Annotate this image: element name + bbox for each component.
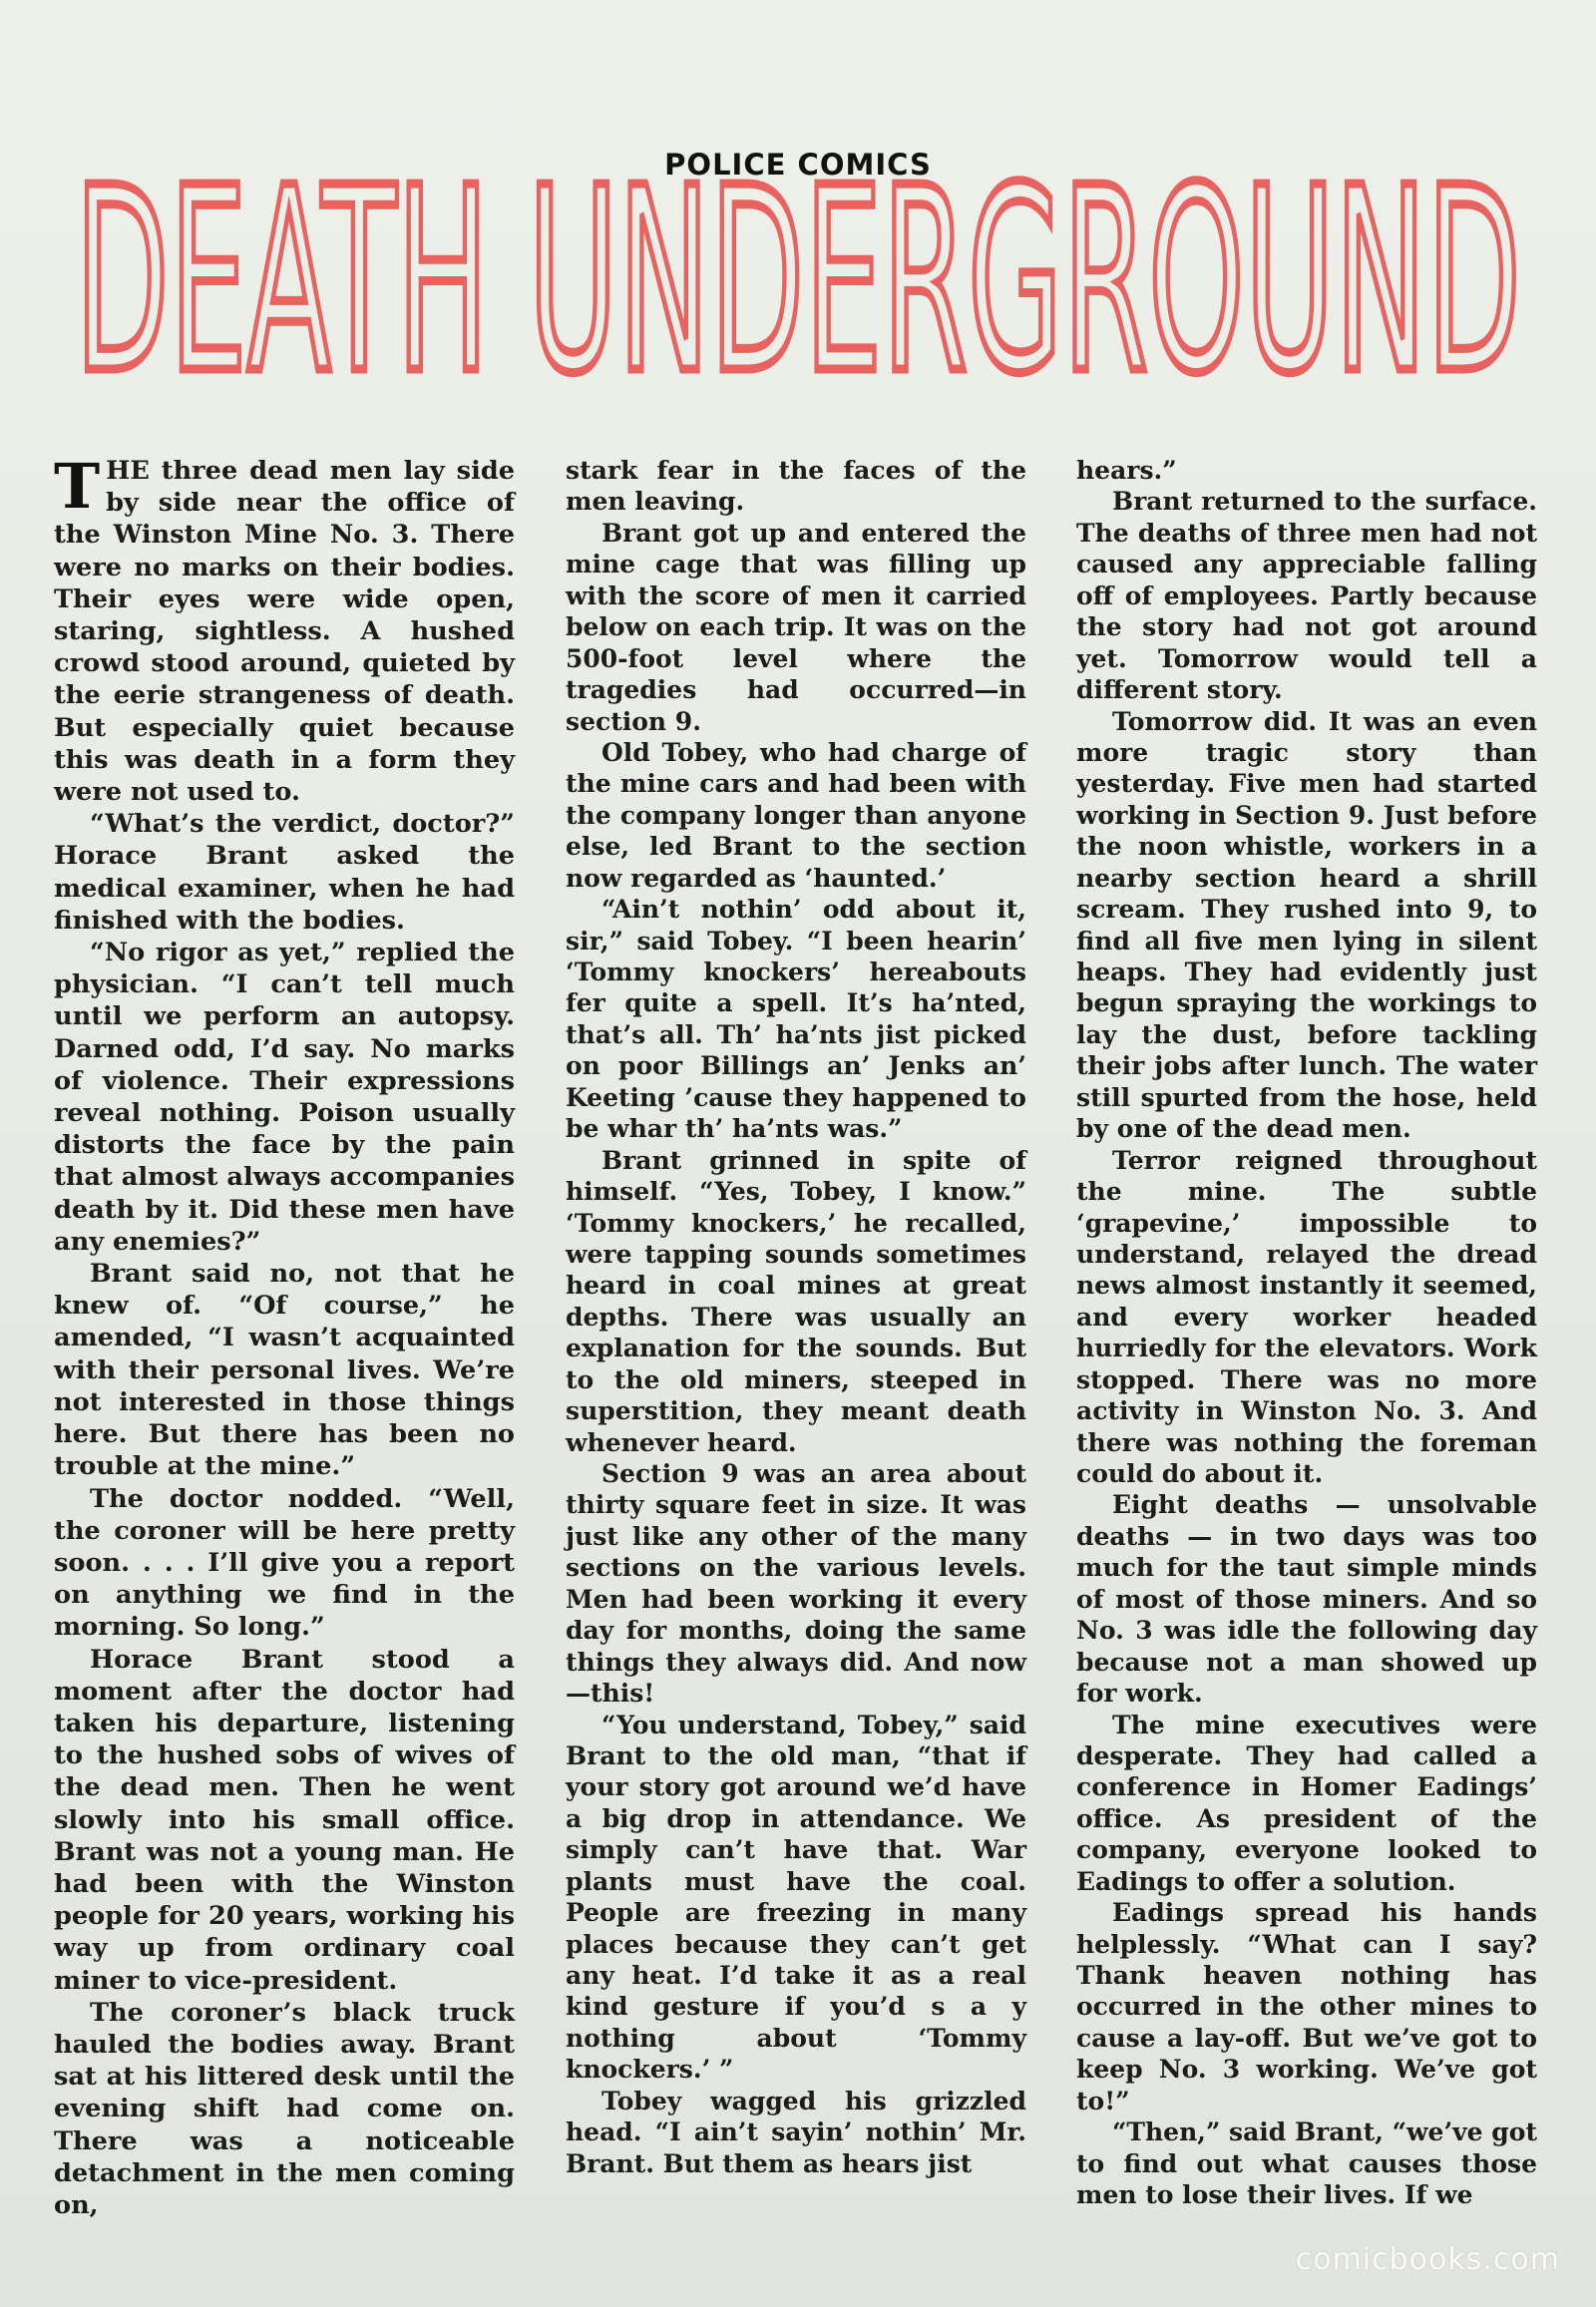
watermark: comicbooks.com <box>1295 2242 1560 2277</box>
paragraph: “What’s the verdict, doctor?” Horace Brant asked the medical examiner, when he had finished with the bodies. <box>54 809 515 936</box>
paragraph: hears.” <box>1076 456 1177 485</box>
text-column-3 <box>1076 455 1537 2211</box>
paragraph: “You understand, Tobey,” said Brant to the old man, “that if your story got around we’d have a big drop in attendance. We simply can’t have that. War plants must have the coal. People are freezing in many places because they can’t get any heat. I’d take it as a real kind gesture if you’d s a y nothing about ‘Tommy knockers.’ ” <box>566 1710 1026 2085</box>
paragraph: Brant said no, not that he knew of. “Of course,” he amended, “I wasn’t acquainted with their personal lives. We’re not interested in those things here. But there has been no trouble at the mine.” <box>54 1259 515 1482</box>
story-title-text: DEATH UNDERGROUND <box>75 172 1521 386</box>
text-column-1 <box>54 450 515 2221</box>
paragraph: Old Tobey, who had charge of the mine cars and had been with the company longer than anyone else, led Brant to the section now regarded as ‘haunted.’ <box>566 737 1026 893</box>
paragraph: “No rigor as yet,” replied the physician. “I can’t tell much until we perform an autopsy. Darned odd, I’d say. No marks of violence. Their expressions reveal nothing. Poison usually distorts the face by the pain that almost always accompanies death by it. Did these men have any enemies?” <box>54 938 515 1257</box>
story-title <box>70 172 1526 386</box>
paragraph: Horace Brant stood a moment after the doctor had taken his departure, listening to the hushed sobs of wives of the dead men. Then he went slowly into his small office. Brant was not a young man. He had been with the Winston people for 20 years, working his way up from ordinary coal miner to vice-president. <box>54 1644 515 1996</box>
drop-cap: T <box>54 450 101 523</box>
paragraph: Eight deaths — unsolvable deaths — in two days was too much for the taut simple minds of most of those miners. And so No. 3 was idle the following day because not a man showed up for work. <box>1076 1490 1537 1709</box>
paragraph: THE three dead men lay side by side near the office of the Winston Mine No. 3. There were no marks on their bodies. Their eyes were wide open, staring, sightless. A hushed crowd stood around, quieted by the eerie strangeness of death. But especially quiet because this was death in a form they were not used to. <box>54 450 515 808</box>
paragraph: Eadings spread his hands helplessly. “What can I say? Thank heaven nothing has occurred in the other mines to cause a lay-off. But we’ve got to keep No. 3 working. We’ve got to!” <box>1076 1898 1537 2115</box>
paragraph: The mine executives were desperate. They had called a conference in Homer Eadings’ office. As president of the company, everyone looked to Eadings to offer a solution. <box>1076 1710 1537 1896</box>
paragraph: stark fear in the faces of the men leaving. <box>566 456 1026 517</box>
paragraph: Tomorrow did. It was an even more tragic story than yesterday. Five men had started working in Section 9. Just before the noon whistle, workers in a nearby section heard a shrill scream. They rushed into 9, to find all five men lying in silent heaps. They had evidently just begun spraying the workings to lay the dust, before tackling their jobs after lunch. The water still spurted from the hose, held by one of the dead men. <box>1076 706 1537 1144</box>
paragraph: The coroner’s black truck hauled the bodies away. Brant sat at his littered desk until the evening shift had come on. There was a noticeable detachment in the men coming on, <box>54 1997 515 2220</box>
paragraph: “Then,” said Brant, “we’ve got to find out what causes those men to lose their lives. If we <box>1076 2117 1537 2210</box>
paragraph: Terror reigned throughout the mine. The subtle ‘grapevine,’ impossible to understand, relayed the dread news almost instantly it seemed, and every worker headed hurriedly for the elevators. Work stopped. There was no more activity in Winston No. 3. And there was nothing the foreman could do about it. <box>1076 1145 1537 1488</box>
paragraph: The doctor nodded. “Well, the coroner will be here pretty soon. . . . I’ll give you a report on anything we find in the morning. So long.” <box>54 1483 515 1643</box>
paragraph: Brant got up and entered the mine cage that was filling up with the score of men it carried below on each trip. It was on the 500-foot level where the tragedies had occurred—in section 9. <box>566 518 1026 736</box>
paragraph: “Ain’t nothin’ odd about it, sir,” said Tobey. “I been hearin’ ‘Tommy knockers’ hereabouts fer quite a spell. It’s ha’nted, that’s all. Th’ ha’nts jist picked on poor Billings an’ Jenks an’ Keeting ’cause they happened to be whar th’ ha’nts was.” <box>566 895 1026 1144</box>
magazine-name: POLICE COMICS <box>664 148 932 182</box>
paragraph: Brant grinned in spite of himself. “Yes, Tobey, I know.” ‘Tommy knockers,’ he recalled, were tapping sounds sometimes heard in coal mines at great depths. There was usually an explanation for the sounds. But to the old miners, steeped in superstition, they meant death whenever heard. <box>566 1145 1026 1457</box>
paragraph: Brant returned to the surface. The deaths of three men had not caused any appreciable falling off of employees. Partly because the story had not got around yet. Tomorrow would tell a different story. <box>1076 487 1537 705</box>
text-column-2 <box>566 455 1026 2179</box>
paragraph: Section 9 was an area about thirty square feet in size. It was just like any other of the many sections on the various levels. Men had been working it every day for months, doing the same things they always did. And now—this! <box>566 1459 1026 1709</box>
paragraph: Tobey wagged his grizzled head. “I ain’t sayin’ nothin’ Mr. Brant. But them as hears jist <box>566 2086 1026 2178</box>
